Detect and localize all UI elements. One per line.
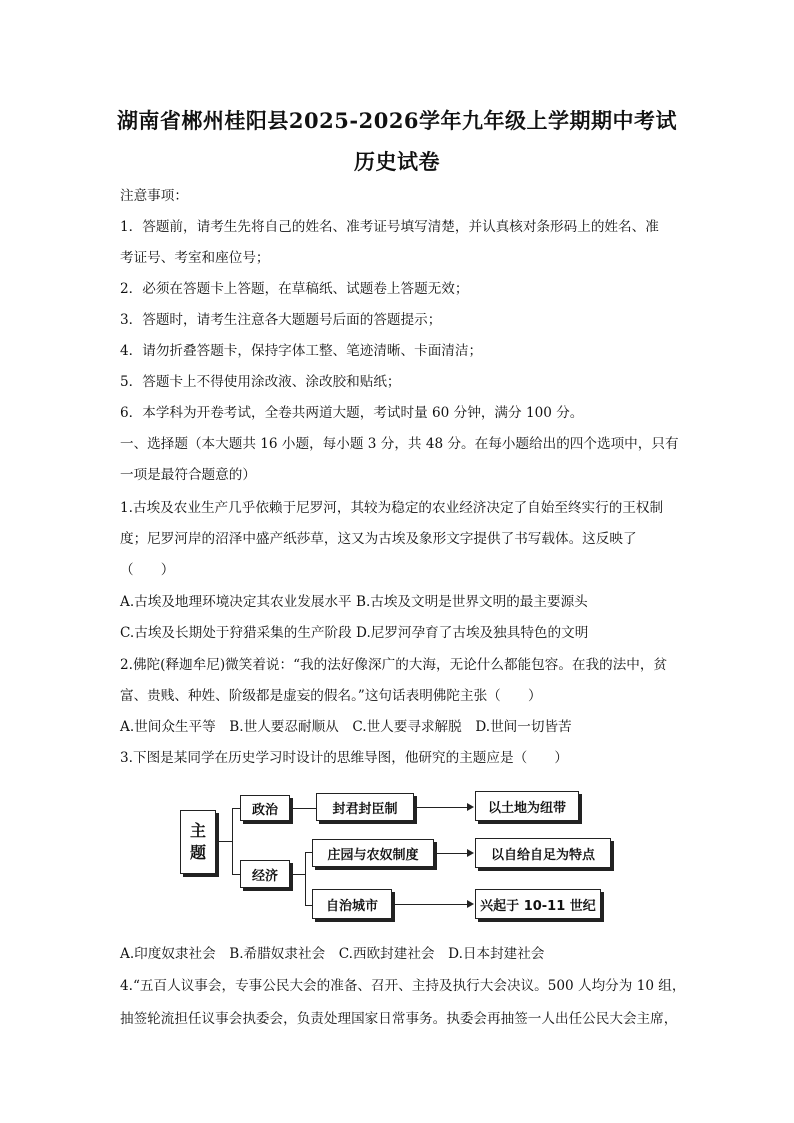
question-4-stem: 抽签轮流担任议事会执委会，负责处理国家日常事务。执委会再抽签一人出任公民大会主席，	[120, 1011, 678, 1027]
connector	[305, 852, 306, 905]
question-2-stem: 富、贵贱、种姓、阶级都是虚妄的假名。”这句话表明佛陀主张（ ）	[120, 688, 542, 704]
connector	[232, 808, 240, 809]
section-heading: 一、选择题（本大题共 16 小题，每小题 3 分，共 48 分。在每小题给出的四个选项中，只有	[120, 436, 679, 452]
note-line: 2．必须在答题卡上答题，在草稿纸、试题卷上答题无效；	[120, 281, 469, 297]
connector	[305, 852, 312, 853]
question-1-stem: 度；尼罗河岸的沼泽中盛产纸莎草，这又为古埃及象形文字提供了书写载体。这反映了	[120, 531, 637, 547]
manor-node: 庄园与农奴制度	[312, 839, 434, 867]
feudal-node: 封君封臣制	[316, 793, 414, 821]
notes-heading: 注意事项：	[120, 188, 188, 204]
rise-node: 兴起于 10-11 世纪	[475, 889, 601, 919]
question-2-stem: 2.佛陀(释迦牟尼)微笑着说：“我的法好像深广的大海，无论什么都能包容。在我的法中，贫	[120, 657, 668, 673]
land-node: 以土地为纽带	[475, 791, 579, 821]
question-3-stem: 3.下图是某同学在历史学习时设计的思维导图，他研究的主题应是（ ）	[120, 750, 568, 766]
connector	[293, 874, 305, 875]
connector	[232, 808, 233, 874]
politics-node: 政治	[240, 795, 290, 821]
arrow-icon	[467, 803, 474, 811]
selfsufficiency-node: 以自给自足为特点	[475, 838, 611, 868]
connector	[395, 904, 467, 905]
question-1-bracket: （ ）	[120, 562, 175, 578]
question-3-options: A.印度奴隶社会 B.希腊奴隶社会 C.西欧封建社会 D.日本封建社会	[120, 946, 545, 962]
note-line: 考证号、考室和座位号；	[120, 250, 270, 266]
section-heading-cont: 一项是最符合题意的）	[120, 467, 256, 483]
connector	[305, 905, 312, 906]
exam-subject: 历史试卷	[354, 149, 440, 174]
connector	[437, 853, 467, 854]
mind-map-root-bottom: 题	[189, 843, 206, 862]
note-line: 5．答题卡上不得使用涂改液、涂改胶和贴纸；	[120, 374, 401, 390]
economy-node: 经济	[240, 860, 290, 888]
exam-title: 湖南省郴州桂阳县2025-2026学年九年级上学期期中考试	[116, 108, 678, 133]
question-1-stem: 1.古埃及农业生产几乎依赖于尼罗河，其较为稳定的农业经济决定了自始至终实行的王权制	[120, 500, 664, 516]
arrow-icon	[467, 849, 474, 857]
question-1-options-cd: C.古埃及长期处于狩猎采集的生产阶段 D.尼罗河孕育了古埃及独具特色的文明	[120, 625, 589, 641]
city-node: 自治城市	[312, 889, 392, 919]
connector	[417, 807, 467, 808]
note-line: 4．请勿折叠答题卡，保持字体工整、笔迹清晰、卡面清洁；	[120, 343, 483, 359]
arrow-icon	[467, 900, 474, 908]
question-2-options: A.世间众生平等 B.世人要忍耐顺从 C.世人要寻求解脱 D.世间一切皆苦	[120, 719, 572, 735]
mind-map-root-top: 主	[189, 821, 206, 840]
connector	[232, 874, 240, 875]
note-line: 6．本学科为开卷考试，全卷共两道大题，考试时量 60 分钟，满分 100 分。	[120, 405, 584, 421]
note-line: 1．答题前，请考生先将自己的姓名、准考证号填写清楚，并认真核对条形码上的姓名、准	[120, 219, 659, 235]
question-1-options-ab: A.古埃及地理环境决定其农业发展水平 B.古埃及文明是世界文明的最主要源头	[120, 594, 588, 610]
connector	[293, 808, 316, 809]
question-4-stem: 4.“五百人议事会，专事公民大会的准备、召开、主持及执行大会决议。500 人均分为 10 组，	[120, 978, 686, 994]
mind-map-diagram	[160, 782, 640, 932]
mind-map-root	[180, 810, 216, 874]
connector	[216, 841, 232, 842]
note-line: 3．答题时，请考生注意各大题题号后面的答题提示；	[120, 312, 442, 328]
